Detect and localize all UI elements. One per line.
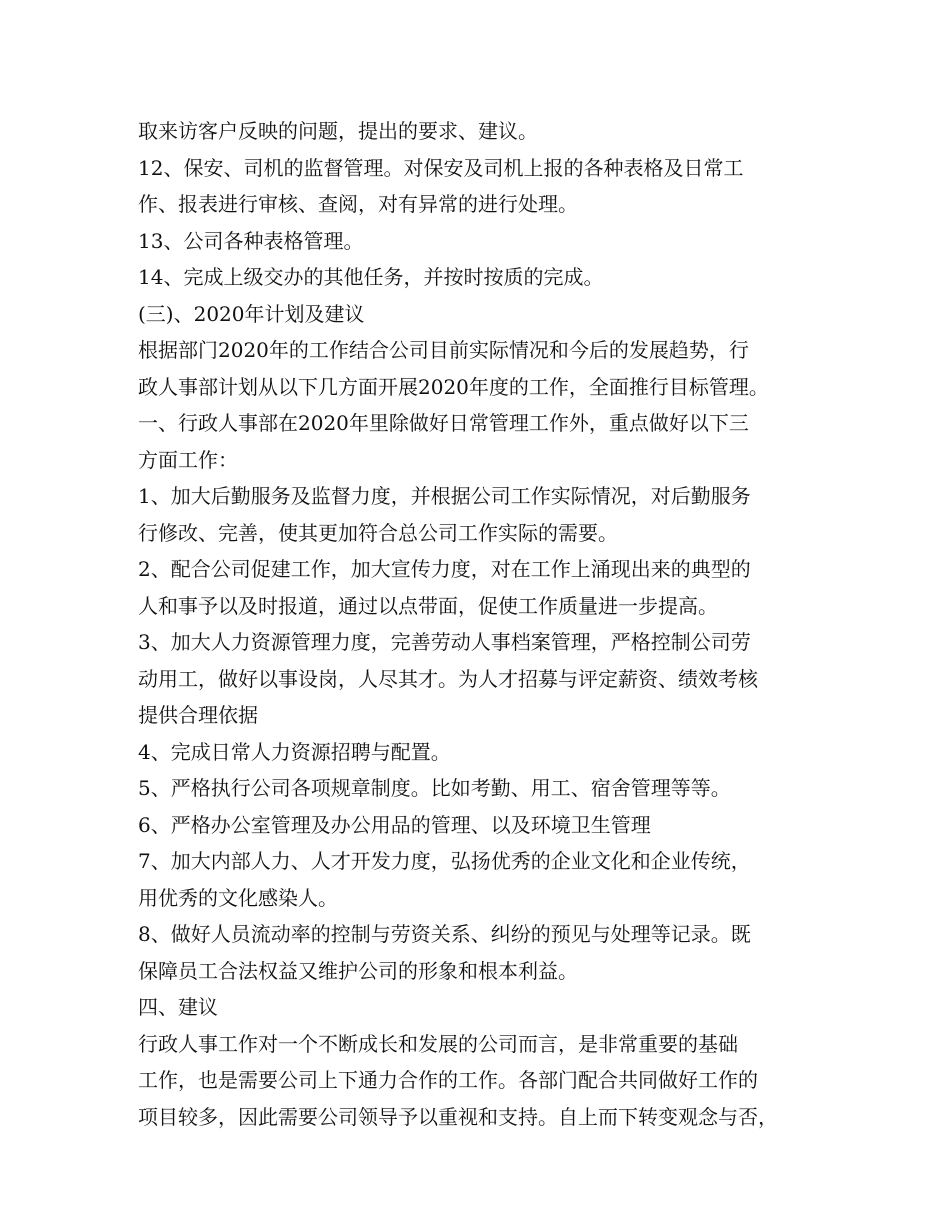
text-line: 作、报表进行审核、查阅，对有异常的进行处理。 — [138, 192, 578, 216]
text-line: 政人事部计划从以下几方面开展2020年度的工作，全面推行目标管理。 — [138, 374, 769, 399]
text-line: 取来访客户反映的问题，提出的要求、建议。 — [138, 119, 538, 143]
text-line: 3、加大人力资源管理力度，完善劳动人事档案管理，严格控制公司劳 — [138, 630, 751, 654]
text-line: 7、加大内部人力、人才开发力度，弘扬优秀的企业文化和企业传统， — [138, 849, 751, 873]
text-line: 方面工作： — [138, 447, 238, 472]
text-line: 人和事予以及时报道，通过以点带面，促使工作质量进一步提高。 — [138, 593, 718, 618]
text-line: 行修改、完善，使其更加符合总公司工作实际的需要。 — [138, 520, 618, 545]
text-line: 根据部门2020年的工作结合公司目前实际情况和今后的发展趋势，行 — [138, 338, 749, 362]
text-line: 行政人事工作对一个不断成长和发展的公司而言，是非常重要的基础 — [138, 1031, 738, 1056]
text-line: 动用工，做好以事设岗，人尽其才。为人才招募与评定薪资、绩效考核 — [138, 666, 758, 691]
text-line: 8、做好人员流动率的控制与劳资关系、纠纷的预见与处理等记录。既 — [138, 922, 751, 946]
text-line: 6、严格办公室管理及办公用品的管理、以及环境卫生管理 — [138, 812, 651, 837]
text-line: 2、配合公司促建工作，加大宣传力度，对在工作上涌现出来的典型的 — [138, 557, 751, 581]
text-line: 保障员工合法权益又维护公司的形象和根本利益。 — [138, 958, 578, 983]
text-line: 提供合理依据 — [138, 703, 258, 727]
text-line: 用优秀的文化感染人。 — [138, 885, 338, 910]
text-line: 5、严格执行公司各项规章制度。比如考勤、用工、宿舍管理等等。 — [138, 776, 731, 800]
document-body — [138, 113, 828, 1135]
text-line: 12、保安、司机的监督管理。对保安及司机上报的各种表格及日常工 — [138, 155, 744, 180]
text-line: 项目较多，因此需要公司领导予以重视和支持。自上而下转变观念与否， — [138, 1104, 778, 1129]
text-line: 工作，也是需要公司上下通力合作的工作。各部门配合共同做好工作的 — [138, 1068, 758, 1092]
text-line: 13、公司各种表格管理。 — [138, 228, 364, 253]
text-line: 14、完成上级交办的其他任务，并按时按质的完成。 — [138, 265, 604, 289]
text-line: (三)、2020年计划及建议 — [138, 301, 365, 326]
text-line: 4、完成日常人力资源招聘与配置。 — [138, 739, 451, 764]
text-line: 一、行政人事部在2020年里除做好日常管理工作外，重点做好以下三 — [138, 411, 749, 435]
text-line: 1、加大后勤服务及监督力度，并根据公司工作实际情况，对后勤服务 — [138, 484, 751, 508]
text-line: 四、建议 — [138, 995, 218, 1019]
